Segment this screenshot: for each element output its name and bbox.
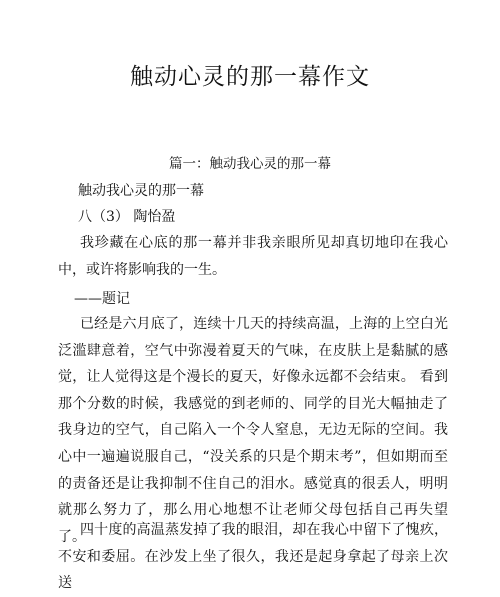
epigraph-paragraph: 我珍藏在心底的那一幕并非我亲眼所见却真切地印在我心中，或许将影响我的一生。 — [58, 235, 448, 278]
author-line: 八（3） 陶怡盈 — [78, 209, 176, 225]
document-title: 触动心灵的那一幕作文 — [130, 64, 370, 90]
paragraph-1: 已经是六月底了，连续十几天的持续高温，上海的上空白光泛滥肆意着，空气中弥漫着夏天的气味，在皮肤上是黏腻的感觉，让人觉得这是个漫长的夏天，好像永远都不会结束。 看到那个分数的时候，我感觉的到老师的、同学的目光大幅抽走了我身边的空气，自己陷入一个令人窒息，无边无际的空间。我心中一遍遍说服自己，“没关系的只是个期末考”，但如期而至的责备还是让我抑制不住自己的泪水。感觉真的很丢人，明明就那么努力了，那么用心地想不让老师父母包括自己再失望了。 — [58, 316, 448, 545]
epigraph-label: ——题记 — [74, 291, 130, 307]
section-title: 篇一：触动我心灵的那一幕 — [169, 156, 331, 172]
essay-title: 触动我心灵的那一幕 — [78, 183, 204, 199]
paragraph-2: 四十度的高温蒸发掉了我的眼泪，却在我心中留下了愧疚，不安和委屈。在沙发上坐了很久，我还是起身拿起了母亲上次送 — [58, 522, 448, 592]
